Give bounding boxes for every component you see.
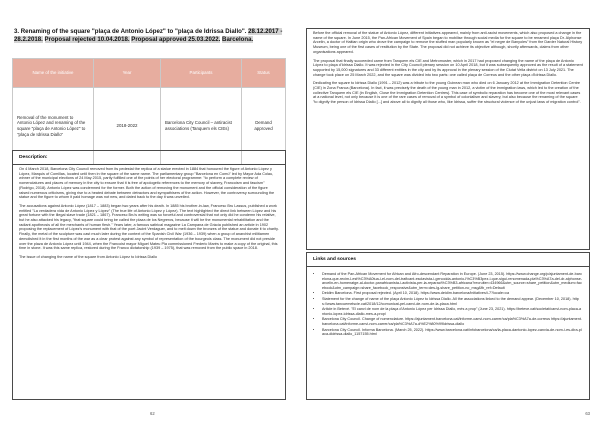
description-title: Description:	[13, 151, 285, 165]
header-name: Name of the initiative	[13, 59, 94, 88]
link-item[interactable]: • Barcelona City Council. Change of nomenclature. https://ajuntament.barcelona.cat/informe-canvi-nom-carrer/ca/pla%C3%A7a-de-correus https://ajuntament.barcelona.cat/informe-canvi-nom-carrer/ca/pla%C3%A7a-d%E2%80%99Idrissa-diallo	[322, 317, 583, 326]
section-heading	[14, 28, 286, 44]
cell-status: Demand approved	[242, 88, 286, 165]
body-paragraph: The proposal that finally succeeded came from Tanquem els CIE and Metromuster, which in 2017 had proposed changing the name of the plaça de Antonio López to plaça d'Idrissa Diallo. It was rejected in the City Council plenary session on 10 April 2018, but it was subsequently approved as the result of a statement supported by 15,000 signatures and 33 different entities in the city and by its approval in the plenary session of the Ciutat Vella district on 13 July 2021. The change took place on 25 March 2022, and the square was divided into two parts: one called plaça de Correus and the other plaça d'Idrissa Diallo.	[313, 58, 583, 77]
heading-main: 3. Renaming of the square "plaça de Antonio López" to "plaça de Idrissa Diallo".	[14, 28, 247, 35]
right-page	[300, 0, 600, 424]
heading-date: 28.12.2017 - 28.2.2018.	[14, 28, 283, 44]
body-paragraph: Before the official removal of the statue of Antonio López, different initiatives appeared, mainly from anti-racist movements, which also proposed a change in the name of the square. In June 2015, the Pan-African Movement of Spain began to mobilise through social media for the square to be renamed plaça Dr. Alphonse Arcelin, a doctor of Haitian origin who drove the campaign to remove the stuffed man popularly known as "el negre de Banyoles" from the Darder Natural History Museum, being one of the first cases of restitution by the State. The proposal did not achieve its objective although, shortly afterwards, claims from other organisations appeared.	[313, 31, 583, 54]
page-number: 63	[585, 411, 590, 416]
cell-participants: Barcelona City Council – antiracist associations (Tanquem els CIEs)	[161, 88, 242, 165]
link-item[interactable]: • Article in Betevé. "El canvi de nom de la plaça d'Antonio López per Idrissa Diallo, més a prop" (June 23, 2021). https://beteve.cat/societat/canvi-nom-placa-antonio-lopez-idrissa-diallo-mes-a-prop/	[322, 307, 583, 316]
link-item[interactable]: • Deidim Barcelona. First proposal rejected. (April 10, 2018). https://www.deidim.barcelona/initiatives/i-7?locale=ca	[322, 291, 583, 296]
header-participants: Participants	[161, 59, 242, 88]
description-box	[12, 150, 286, 400]
links-list	[313, 272, 583, 337]
initiative-table	[12, 58, 286, 165]
link-item[interactable]: • Statement for the change of name of the plaça Antonio López to Idrissa Diallo. All the associations linked to the demand appear. (December 10, 2018). https://www.tancuemelscie.cat/2018/12/comunicat-pel-canvi-de-nom-de-la-placa.html	[322, 297, 583, 306]
body-paragraph: Dedicating the square to Idrissa Diallo (1991 – 2012) was a tribute to the young Guinean man who died on 6 January 2012 at the Immigration Detention Centre (CIE) in Zona Franca (Barcelona). In fact, it was precisely the death of the young man in 2012, a victim of the immigration laws, which led to the creation of the collective Tanquem els CIE (in English, Close the Immigration Detention Centres). This case of symbolic reparation has become one of the most relevant cases at a national level, not only because it is one of the rare cases of removal of a symbol of colonialism and slavery, but also because the renaming of the square "to dignify the person of Idrissa Diallo [...] and above all to dignify all those who, like Idrissa, suffer the structural violence of the unjust laws of migration control".	[313, 81, 581, 105]
header-year: Year	[94, 59, 161, 88]
header-status: Status	[242, 59, 286, 88]
page-number: 62	[150, 411, 155, 416]
description-paragraph: The issue of changing the name of the square from Antonio López to Idrissa Diallo	[19, 254, 158, 259]
cell-name: Removal of the monument to Antonio López and renaming of the square "plaça de Antonio López" to "plaça de Idrissa Diallo"	[13, 88, 94, 165]
table-header-row	[13, 59, 286, 88]
link-item[interactable]: • Barcelona City Council. Informa Barcelona. (March 25, 2022). https://www.barcelona.cat/infobarcelona/ca/la-placa-dantonio-lopez-canvia-de-nom-i-es-dira-placa-didrissa-diallo_1157155.html	[322, 328, 583, 337]
description-paragraph: The accusations against Antonio López (1817 – 1883) began two years after his death. In 1885 his brother-in-law, Francesc Bru Lassus, published a work entitled "La verdadera vida de Antonio López y López" (The true life of Antonio López y López). The text highlighted the direct link between López and his great fortune with the illegal slave trade (1821 – 1867). Francesc Bru's writing was so forceful and controversial that not only did he condemn his relative, but he also attacked his legacy, "that square could bring be called the plaza de los Negreros, because it will be the monumental rehabilitation and the radiant apotheosis of all the merchants of human flesh." Years later, a famous satirical magazine La Campana de Gràcia published an article in 1902 proposing the replacement of López's monument with that of the poet Jacint Verdaguer, and to melt down the bronzes of the statue and donate it to charity. Finally, the metal of the sculpture was cast much later during the context of the Spanish Civil War (1936 – 1939) when a group of anarchist militiamen demolished it in the first months of the war as a clear protest against any symbol of representation of the bourgeois class. The monument did not preside over the plaza de Antonio López until 1944, when the Francoist mayor Miguel Mateu Pla commissioned Frederic Marès to make a copy of the original, this time in stone. It was this same replica, restored during the Franco dictatorship (1939 – 1975), that was removed from the public space in 2018.	[19, 203, 279, 251]
links-box	[306, 252, 590, 400]
link-item[interactable]: • Demand of the Pan-African Movement for African and Afro-descendant Reparation in Europe. (June 23, 2015). https://www.change.org/p/ajuntament-de-barcelona-que-recim-l-est%C3%A0tua-i-el-nom-del-traficant-esclavista-i-genocida-antonio-l%C3%B3pez-i-que-sigui-renomenada-pla%C3%A7a-del-dr-alphonse-arcelin-en-homenatge-al-doctor-panafricanista-i-activista-per-la-reparaci%C3%B3-africana?recruiter=434966&utm_source=share_petition&utm_medium=facebook&utm_campaign=share_facebook_responsive&utm_term=des-lg-share_petition-no_msg&fb_ref=Default	[322, 272, 583, 290]
description-paragraph: On 4 March 2018, Barcelona City Council removed from its pedestal the replica of a statue erected in 1884 that honoured the figure of Antonio López y López, Marquis of Comillas, located until then in the square of the same name. The parliamentary group "Barcelona en Comú" led by Mayor Ada Colau, winner of the municipal elections of 24 May 2015, partly fulfilled one of the points of her electoral programme: "to perform a complete review of nomenclatures and places of memory in the city to ensure that it is free of apologetic references to the memory of slavery, Francoism and fascism" (Rodrigo, 2018). Antonio López was condemned for the former. Both the action of removing the monument and the official consideration of the figure raised numerous criticisms, giving rise to a heated debate between detractors and sympathisers of the action. However, the controversy surrounding the statue and the figure to whom it paid homage was not new, and dated back to the day it was unveiled.	[19, 167, 275, 200]
continued-text-box	[306, 28, 590, 250]
heading-approved: Proposal approved 25.03.2022.	[131, 36, 221, 44]
heading-city: Barcelona.	[222, 36, 254, 44]
heading-rejected: Proposal rejected 10.04.2018.	[44, 36, 130, 44]
cell-year: 2018-2022	[94, 88, 161, 165]
links-title: Links and sources	[307, 253, 589, 267]
